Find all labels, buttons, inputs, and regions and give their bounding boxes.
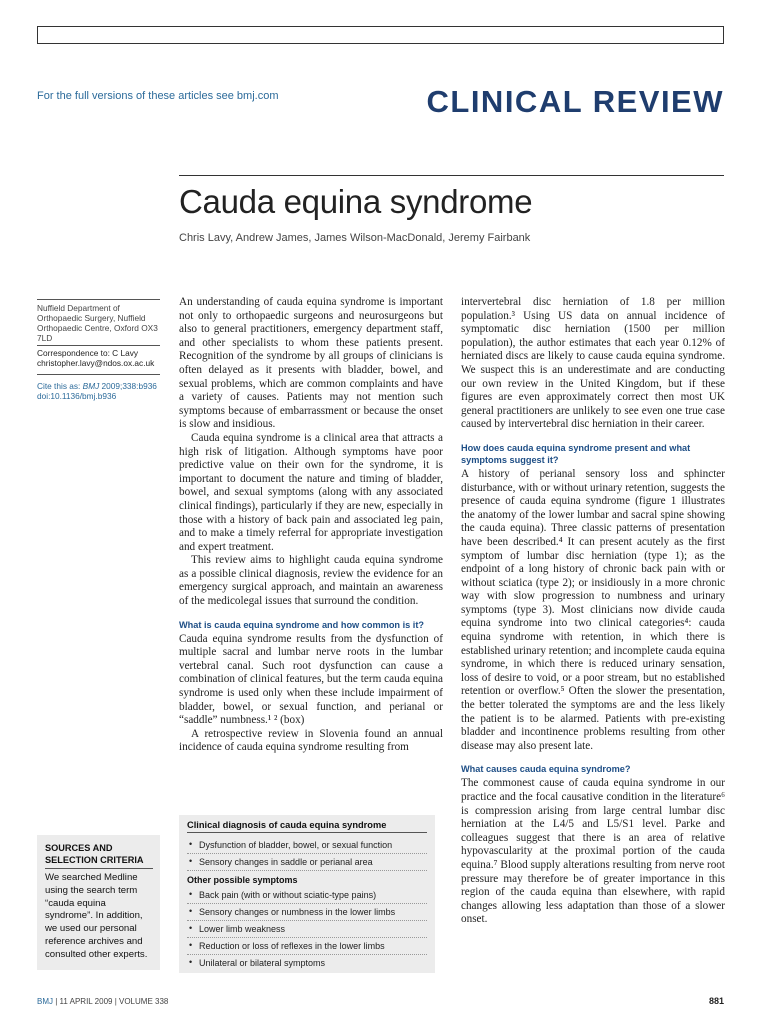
list-item: • Reduction or loss of reflexes in the lower limbs — [187, 938, 427, 955]
header-frame — [37, 26, 724, 44]
subheading: How does cauda equina syndrome present and what symptoms suggest it? — [461, 442, 691, 465]
list-item: • Sensory changes in saddle or perianal area — [187, 854, 427, 871]
sidebar-rule — [37, 374, 160, 375]
box-heading: Clinical diagnosis of cauda equina syndrome — [187, 820, 427, 833]
paragraph: Cauda equina syndrome results from the dysfunction of multiple sacral and lumbar nerve roots in the lumbar vertebral canal. Such root dysfunction can cause a combination of clinical features, but the term cauda equina syndrome is used only when these include impairment of bladder, bowel, or sexual function, and perianal or “saddle” numbness.¹ ² (box) — [179, 632, 443, 727]
list-item: • Lower limb weakness — [187, 921, 427, 938]
sidebar-rule — [37, 345, 160, 346]
paragraph: This review aims to highlight cauda equina syndrome as a possible clinical diagnosis, review the evidence for an emergency surgical approach, and maintain an awareness of the medicolegal issues that surround the condition. — [179, 554, 443, 608]
paragraph: A history of perianal sensory loss and sphincter disturbance, with or without urinary retention, suggests the presence of cauda equina syndrome (figure 1 illustrates the anatomy of the lower lumbar and sacral spine showing the cauda equina). Three classic patterns of presentation have been described.⁴ It can present acutely as the first symptom of lumbar disc herniation (type 1); as the endpoint of a long history of chronic back pain with or without sciatica (type 2); or insidiously in a more chronic way with slow progression to numbness and urinary symptoms (type 3). Most clinicians now divide cauda equina syndrome into two clinical categories⁴: cauda equina syndrome with retention, in which there is established urinary retention; and incomplete cauda equina syndrome, in which there is reduced urinary sensation, loss of desire to void, or a poor stream, but no established retention or overflow.⁵ Often the slower the presentation, the better tolerated the symptoms are and the less likely the patient is to be alarmed. Patients with pre-existing bladder and incontinence problems resulting from other disease may also present late. — [461, 467, 725, 752]
sources-body: We searched Medline using the search term “cauda equina syndrome”. In addition, we used our personal reference archives and consulted other experts. — [45, 872, 148, 960]
paragraph: intervertebral disc herniation of 1.8 per million population.³ Using US data on annual incidence of symptomatic disc herniation (1500 per million population), the author estimates that each year 0.12% of herniated discs are likely to cause cauda equina syndrome. We suspect this is an underestimate and are conducting our own review in the United Kingdom, but if these figures are even approximately correct then most UK general practitioners are unlikely to see even one true case caused by intervertebral disc herniation in their career. — [461, 296, 725, 431]
footer-date: 11 APRIL 2009 — [59, 997, 113, 1006]
paragraph: The commonest cause of cauda equina syndrome in our practice and the focal causative condition in the literature⁶ is compression arising from large central lumbar disc herniation at the L4/5 and L5/S1 level. Parke and colleagues suggest that there is an area of relative hypovascularity at the proximal portion of the cauda equina.⁷ Blood supply alterations resulting from nerve root pressure may therefore be of greater importance in this region of the cauda equina than elsewhere, with rapid changes allowing less adaptation than those of a slower onset. — [461, 777, 725, 926]
box-list-secondary — [187, 887, 427, 971]
box-subheading: Other possible symptoms — [187, 875, 298, 885]
subheading: What is cauda equina syndrome and how common is it? — [179, 619, 425, 630]
page-number: 881 — [708, 996, 724, 1006]
paragraph: A retrospective review in Slovenia found an annual incidence of cauda equina syndrome resulting from — [179, 727, 443, 754]
list-item: • Back pain (with or without sciatic-type pains) — [187, 887, 427, 904]
paragraph: Cauda equina syndrome is a clinical area that attracts a high risk of litigation. Although symptoms have poor predictive value on their own for the syndrome, it is important to document the nature and timing of bladder, bowel, and sexual symptoms (along with any associated clinical findings), particularly if they are new, especially in those with a history of back pain and associated leg pain, and to make a timely referral for appropriate investigation and expert treatment. — [179, 431, 443, 553]
article-authors: Chris Lavy, Andrew James, James Wilson-MacDonald, Jeremy Fairbank — [179, 232, 531, 244]
doi[interactable]: doi:10.1136/bmj.b936 — [37, 391, 117, 401]
cite-prefix: Cite this as: — [37, 381, 83, 391]
footer-volume: VOLUME 338 — [119, 997, 169, 1006]
footer-journal: BMJ — [37, 997, 53, 1006]
paragraph: An understanding of cauda equina syndrome is important not only to orthopaedic surgeons and neurosurgeons but also to general practitioners, emergency department staff, and other specialists to whom these patients present. Recognition of the syndrome by all groups of clinicians is often delayed as it presents with bladder, bowel, and sexual problems, which are common complaints and have a variety of causes. Patients may not mention such symptoms because of embarrassment or because the onset is slow and insidious. — [179, 296, 443, 431]
title-rule — [179, 175, 724, 176]
sources-box — [37, 835, 160, 970]
article-column-2 — [461, 296, 725, 927]
cite-journal: BMJ — [82, 381, 100, 391]
footer-separator: | — [112, 997, 119, 1006]
article-column-1 — [179, 296, 443, 755]
section-title: CLINICAL REVIEW — [426, 84, 724, 119]
list-item: • Unilateral or bilateral symptoms — [187, 955, 427, 971]
footer-separator: | — [53, 997, 60, 1006]
list-item: • Dysfunction of bladder, bowel, or sexual function — [187, 837, 427, 854]
box-list-primary — [187, 837, 427, 871]
citation — [37, 381, 160, 391]
subheading: What causes cauda equina syndrome? — [461, 764, 631, 775]
correspondence-email: christopher.lavy@ndos.ox.ac.uk — [37, 358, 155, 368]
sources-heading: SOURCES AND SELECTION CRITERIA — [45, 842, 153, 869]
sidebar-rule — [37, 299, 160, 300]
page-footer — [37, 997, 168, 1006]
cite-ref: 2009;338:b936 — [99, 381, 157, 391]
affiliation: Nuffield Department of Orthopaedic Surgery, Nuffield Orthopaedic Centre, Oxford OX3 7LD — [37, 303, 158, 343]
list-item: • Sensory changes or numbness in the lower limbs — [187, 904, 427, 921]
clinical-diagnosis-box — [179, 815, 435, 973]
article-title: Cauda equina syndrome — [179, 183, 533, 220]
correspondence: Correspondence to: C Lavy — [37, 348, 139, 358]
full-versions-note: For the full versions of these articles see bmj.com — [37, 90, 279, 102]
